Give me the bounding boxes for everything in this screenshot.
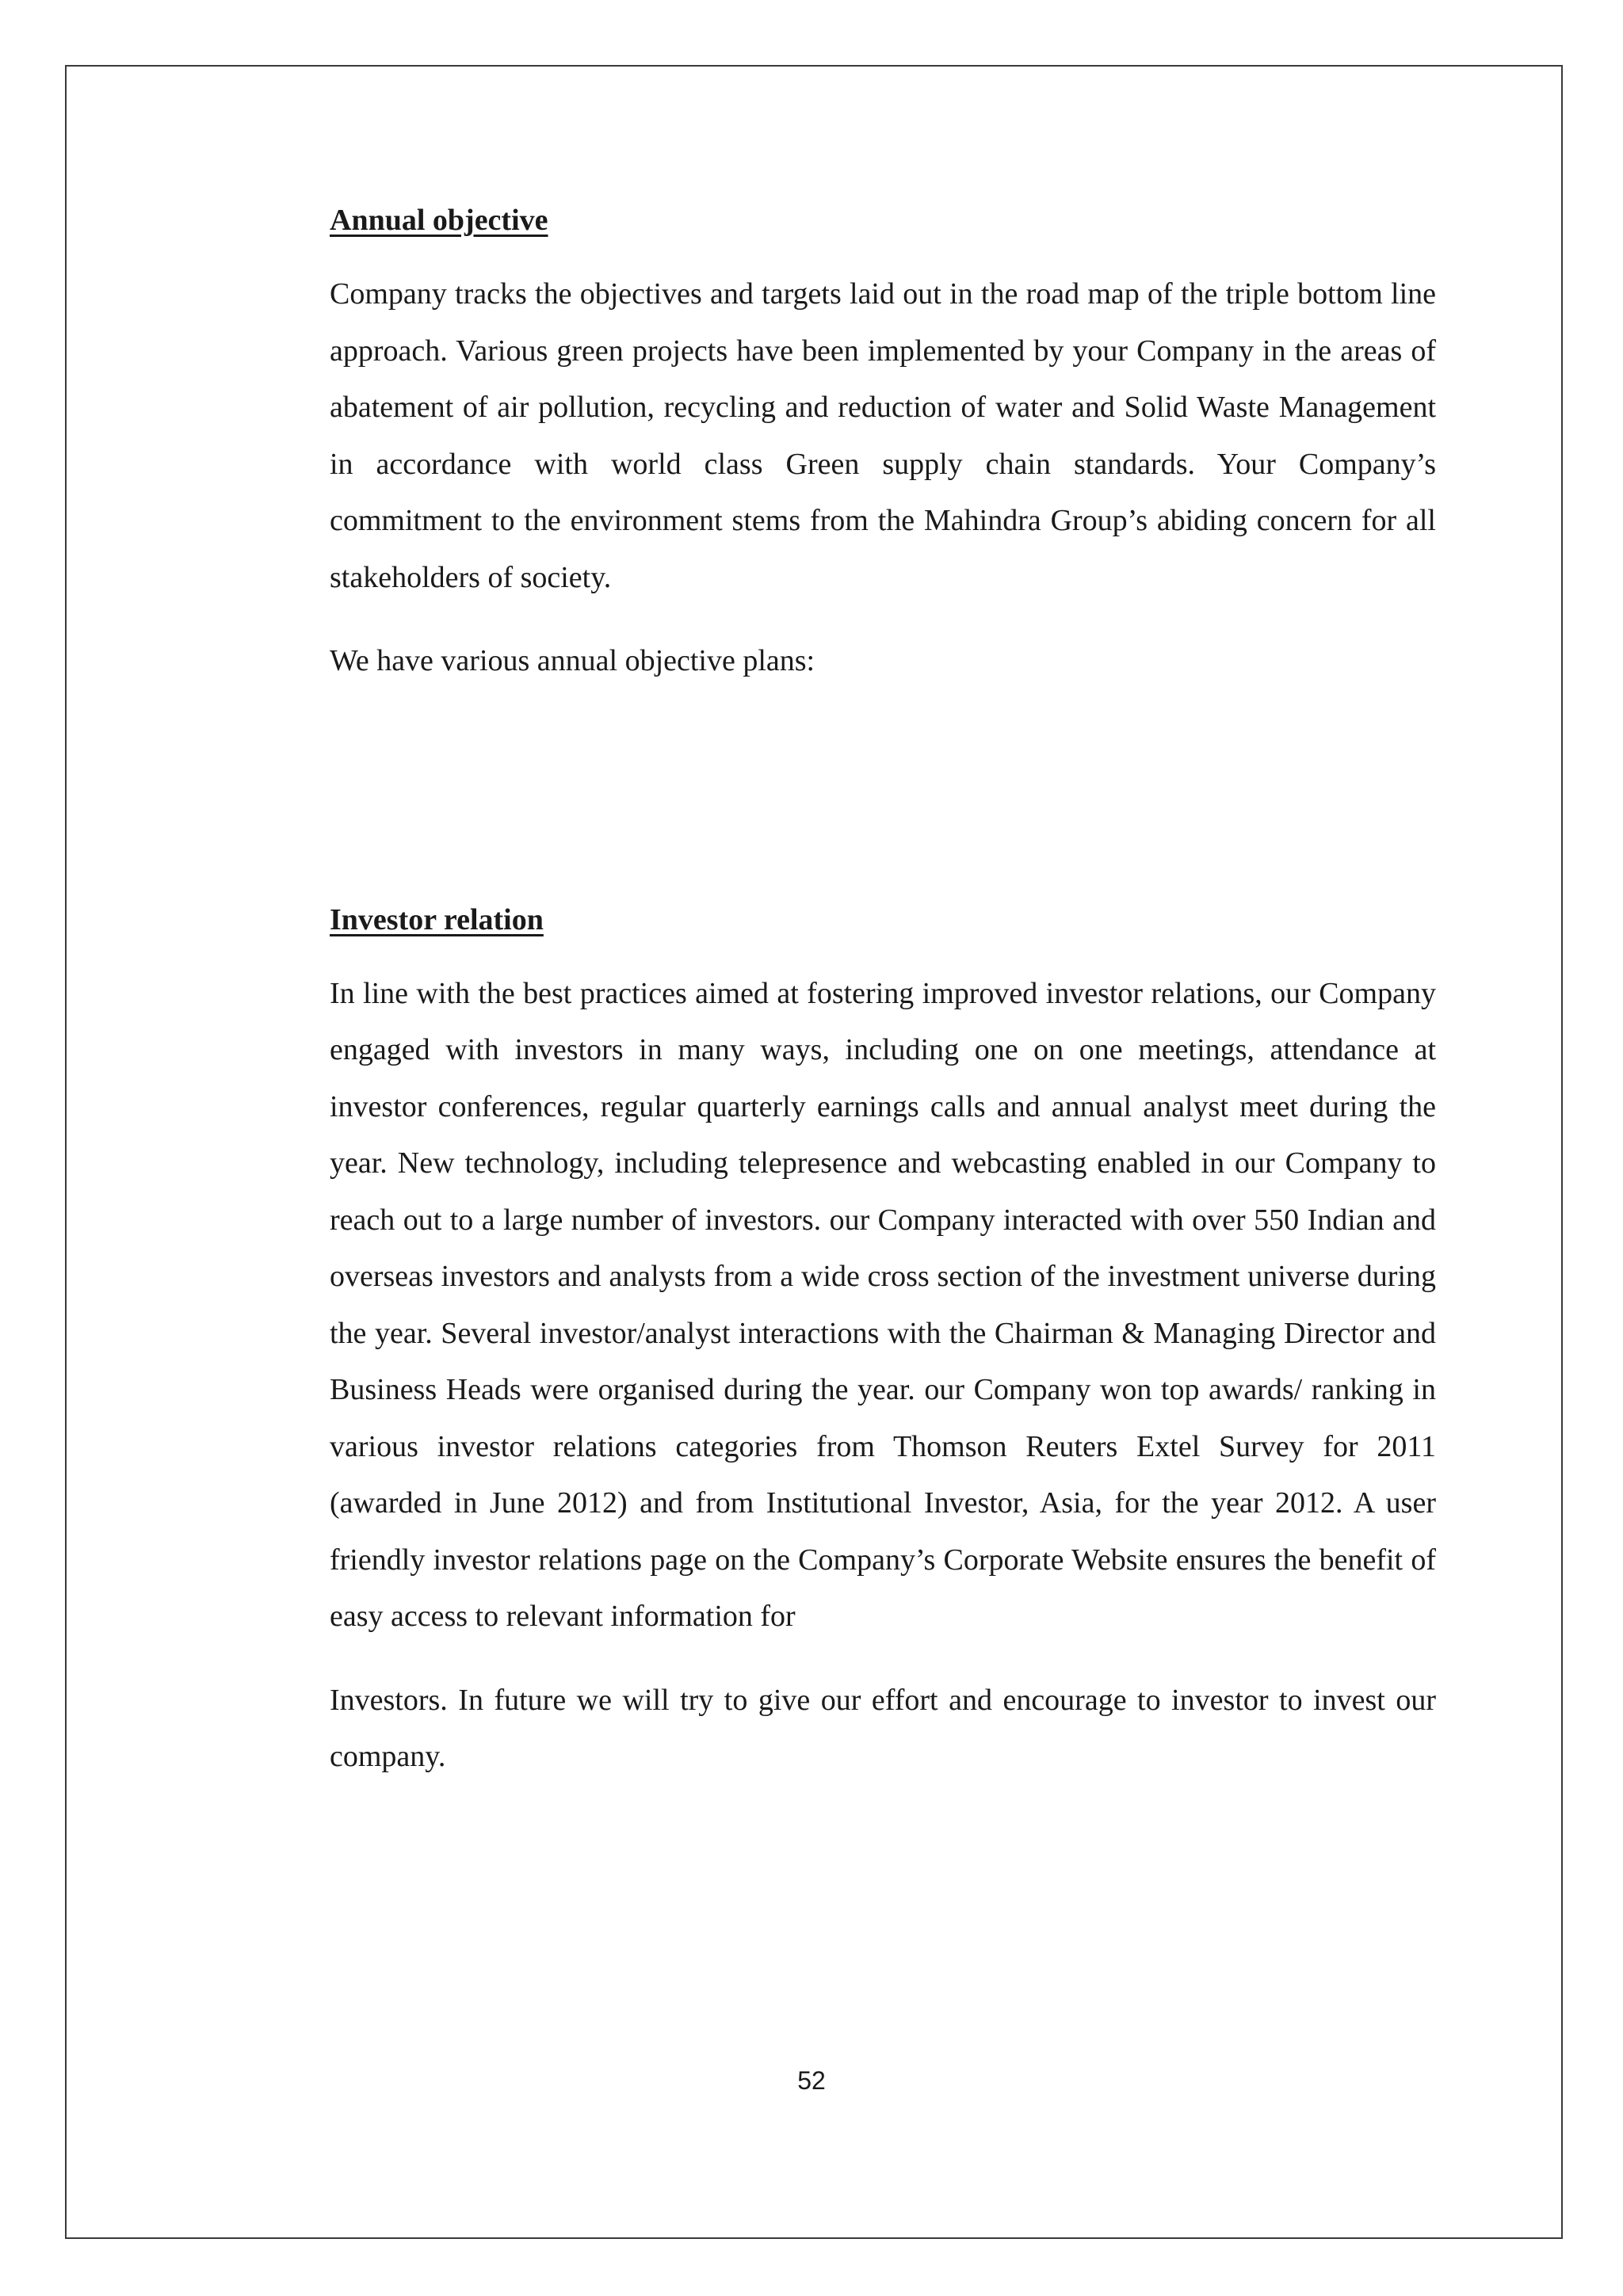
document-body bbox=[330, 192, 1436, 1813]
investor-relation-section bbox=[330, 891, 1436, 1786]
annual-objective-heading: Annual objective bbox=[330, 204, 548, 237]
annual-objective-section bbox=[330, 192, 1436, 690]
investor-relation-heading: Investor relation bbox=[330, 902, 544, 936]
investor-relation-paragraph: In line with the best practices aimed at fostering improved investor relations, our Company engaged with investors in many ways, including one on one meetings, attendance at investor conferences, regular quarterly earnings calls and annual analyst meet during the year. New technology, including telepresence and webcasting enabled in our Company to reach out to a large number of investors. our Company interacted with over 550 Indian and overseas investors and analysts from a wide cross section of the investment universe during the year. Several investor/analyst interactions with the Chairman & Managing Director and Business Heads were organised during the year. our Company won top awards/ ranking in various investor relations categories from Thomson Reuters Extel Survey for 2011 (awarded in June 2012) and from Institutional Investor, Asia, for the year 2012. A user friendly investor relations page on the Company’s Corporate Website ensures the benefit of easy access to relevant information for bbox=[330, 976, 1436, 1633]
annual-objective-plans-line: We have various annual objective plans: bbox=[330, 644, 815, 677]
page-number: 52 bbox=[797, 2066, 826, 2095]
section-spacer bbox=[330, 717, 1436, 891]
investor-relation-closing-paragraph: Investors. In future we will try to give our effort and encourage to investor to invest our company. bbox=[330, 1683, 1436, 1773]
annual-objective-paragraph: Company tracks the objectives and targets laid out in the road map of the triple bottom line approach. Various green projects have been implemented by your Company in the areas of abatement of air pollution, recycling and reduction of water and Solid Waste Management in accordance with world class Green supply chain standards. Your Company’s commitment to the environment stems from the Mahindra Group’s abiding concern for all stakeholders of society. bbox=[330, 277, 1436, 594]
